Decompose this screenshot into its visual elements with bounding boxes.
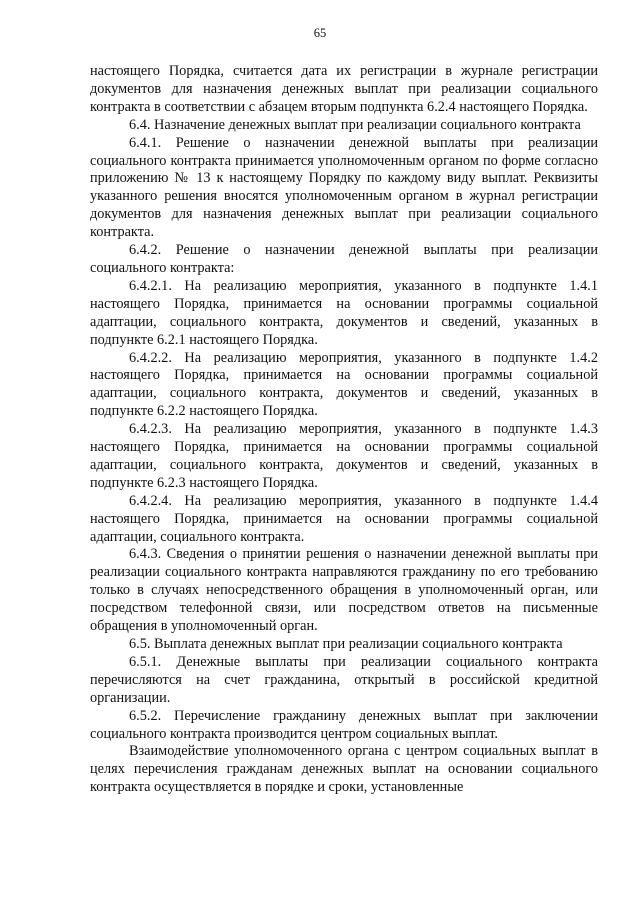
paragraph-continuation: настоящего Порядка, считается дата их регистрации в журнале регистрации документов для назначения денежных выплат при реализации социального контракта в соответствии с абзацем вторым подпункта 6.2.4 настоящего Порядка. <box>90 63 598 115</box>
paragraph-6-4-2-4: 6.4.2.4. На реализацию мероприятия, указанного в подпункте 1.4.4 настоящего Порядка, принимается на основании программы социальной адаптации, социального контракта. <box>90 492 598 545</box>
paragraph-6-4-2-3: 6.4.2.3. На реализацию мероприятия, указанного в подпункте 1.4.3 настоящего Порядка, принимается на основании программы социальной адаптации, социального контракта, документов и сведений, указанных в подпункте 6.2.3 настоящего Порядка. <box>90 421 598 491</box>
page-number: 65 <box>313 26 327 40</box>
paragraph-6-5-1: 6.5.1. Денежные выплаты при реализации социального контракта перечисляются на счет гражданина, открытый в российской кредитной организации. <box>90 653 598 706</box>
paragraph-6-4-2: 6.4.2. Решение о назначении денежной выплаты при реализации социального контракта: <box>90 242 598 276</box>
paragraph-6-5-2: 6.5.2. Перечисление гражданину денежных выплат при заключении социального контракта производится центром социальных выплат. <box>90 707 598 742</box>
paragraph-6-4-2-1: 6.4.2.1. На реализацию мероприятия, указанного в подпункте 1.4.1 настоящего Порядка, принимается на основании программы социальной адаптации, социального контракта, документов и сведений, указанных в подпункте 6.2.1 настоящего Порядка. <box>90 277 598 348</box>
section-heading-6-5: 6.5. Выплата денежных выплат при реализации социального контракта <box>129 636 563 652</box>
paragraph-6-4-2-2: 6.4.2.2. На реализацию мероприятия, указанного в подпункте 1.4.2 настоящего Порядка, принимается на основании программы социальной адаптации, социального контракта, документов и сведений, указанных в подпункте 6.2.2 настоящего Порядка. <box>90 349 598 420</box>
section-heading-6-4: 6.4. Назначение денежных выплат при реализации социального контракта <box>129 116 581 133</box>
paragraph-interaction: Взаимодействие уполномоченного органа с центром социальных выплат в целях перечисления гражданам денежных выплат на основании социального контракта осуществляется в порядке и сроки, установленные <box>90 743 598 796</box>
paragraph-6-4-3: 6.4.3. Сведения о принятии решения о назначении денежной выплаты при реализации социального контракта направляются гражданину по его требованию только в случаях непосредственного обращения в уполномоченный орган, или посредством телефонной связи, или посредством ответов на письменные обращения в уполномоченный орган. <box>90 546 598 635</box>
paragraph-6-4-1: 6.4.1. Решение о назначении денежной выплаты при реализации социального контракта принимается уполномоченным органом по форме согласно приложению № 13 к настоящему Порядку по каждому виду выплат. Реквизиты указанного решения вносятся уполномоченным органом в журнал регистрации документов для назначения денежных выплат при реализации социального контракта. <box>90 134 598 241</box>
document-body <box>90 63 598 797</box>
